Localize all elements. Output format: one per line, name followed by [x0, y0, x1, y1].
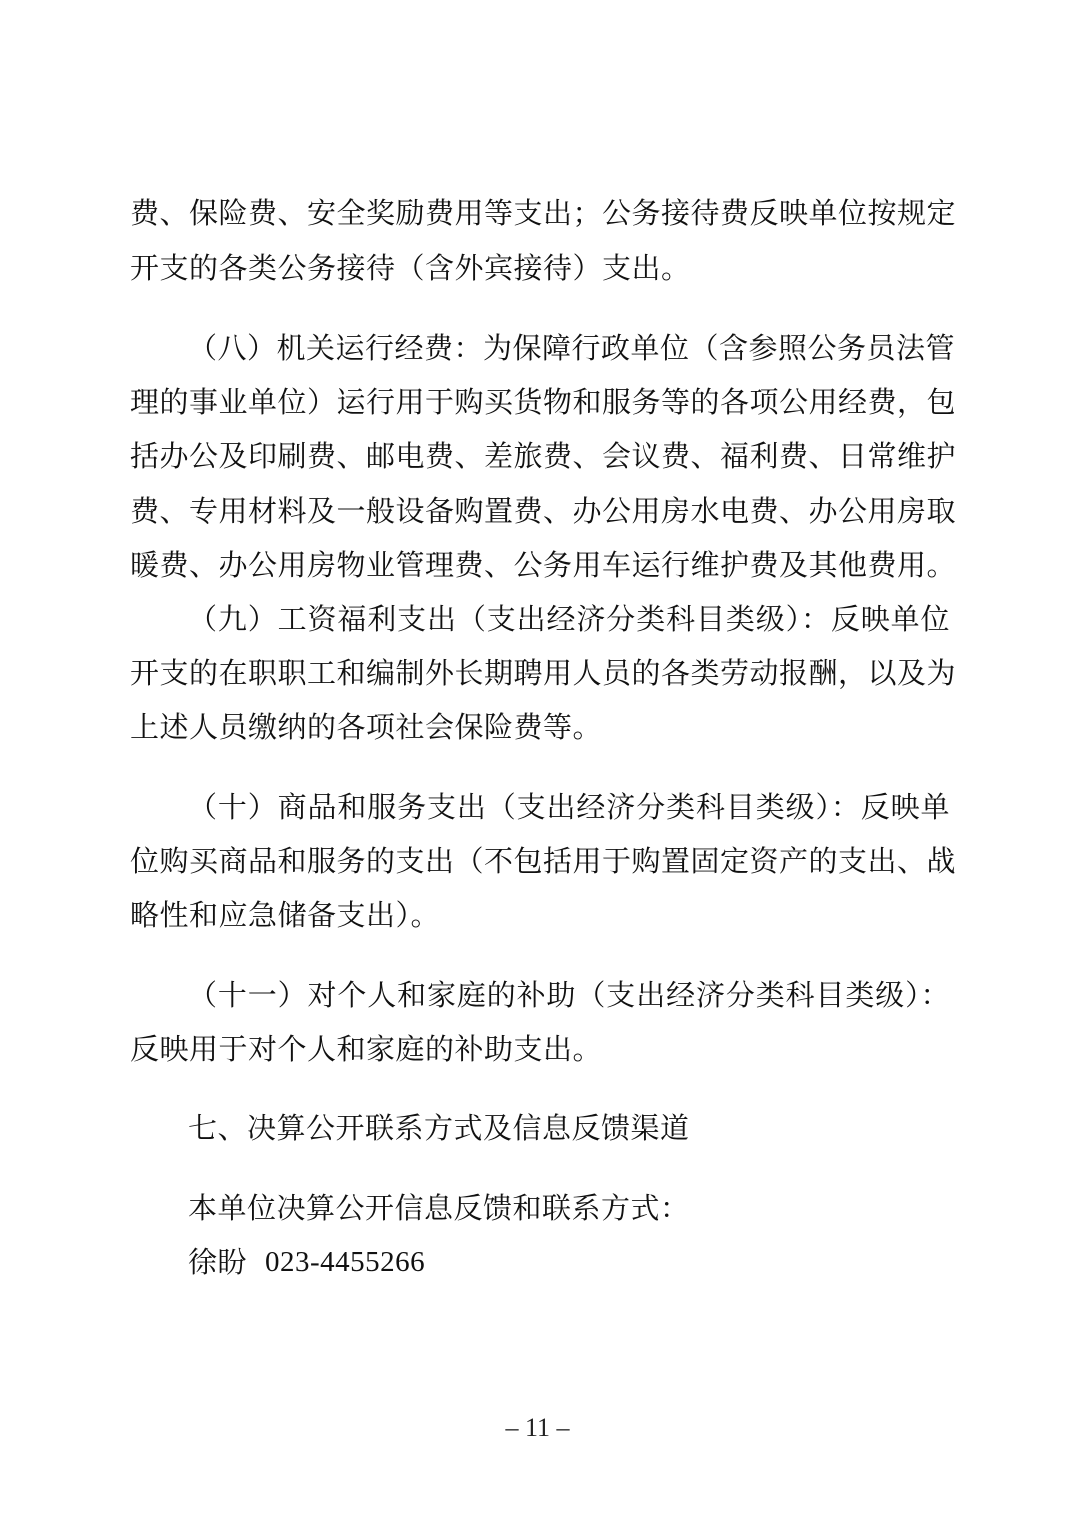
page-number: – 11 –: [505, 1413, 570, 1442]
contact-name: 徐盼: [188, 1245, 248, 1279]
section-heading: 七、决算公开联系方式及信息反馈渠道: [188, 1111, 690, 1145]
paragraph-line: 开支的在职职工和编制外长期聘用人员的各类劳动报酬，以及为: [130, 656, 957, 690]
paragraph-line: （八）机关运行经费：为保障行政单位（含参照公务员法管: [188, 331, 956, 365]
paragraph-line: 括办公及印刷费、邮电费、差旅费、会议费、福利费、日常维护: [130, 439, 957, 473]
paragraph-line: 费、专用材料及一般设备购置费、办公用房水电费、办公用房取: [130, 494, 957, 528]
paragraph-line: 暖费、办公用房物业管理费、公务用车运行维护费及其他费用。: [130, 548, 957, 582]
contact-phone: 023-4455266: [265, 1246, 426, 1278]
paragraph-line: 理的事业单位）运行用于购买货物和服务等的各项公用经费，包: [130, 385, 957, 419]
contact-row: [188, 1242, 950, 1282]
paragraph-line: 略性和应急储备支出）。: [130, 898, 441, 932]
paragraph-line: 费、保险费、安全奖励费用等支出；公务接待费反映单位按规定: [130, 196, 957, 230]
paragraph-line: 上述人员缴纳的各项社会保险费等。: [130, 710, 603, 744]
paragraph-line: （十）商品和服务支出（支出经济分类科目类级）：反映单: [188, 790, 950, 824]
paragraph-line: （十一）对个人和家庭的补助（支出经济分类科目类级）：: [188, 978, 950, 1012]
paragraph-line: （九）工资福利支出（支出经济分类科目类级）：反映单位: [188, 602, 950, 636]
paragraph-line: 反映用于对个人和家庭的补助支出。: [130, 1032, 603, 1066]
paragraph-line: 位购买商品和服务的支出（不包括用于购置固定资产的支出、战: [130, 844, 957, 878]
contact-intro: 本单位决算公开信息反馈和联系方式：: [188, 1191, 690, 1225]
paragraph-line: 开支的各类公务接待（含外宾接待）支出。: [130, 251, 691, 285]
